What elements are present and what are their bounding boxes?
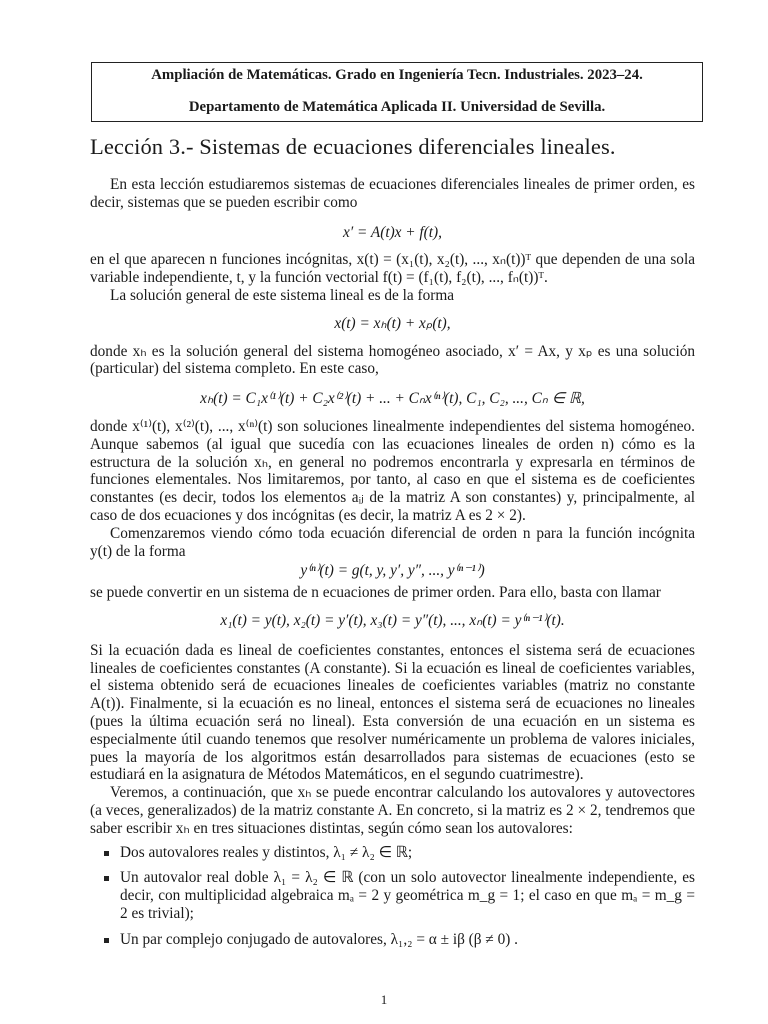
- bullet-icon: [104, 851, 109, 856]
- paragraph-homogeneous: donde xₕ es la solución general del sistema homogéneo asociado, x′ = Ax, y xₚ es una solución (particular) del sistema completo. En este caso,: [90, 342, 695, 378]
- paragraph-unknowns: en el que aparecen n funciones incógnitas, x(t) = (x₁(t), x₂(t), ..., xₙ(t))ᵀ que dependen de una sola variable independiente, t, y la función vectorial f(t) = (f₁(t), f₂(t), ..., fₙ(t))ᵀ.: [90, 251, 695, 287]
- paragraph-general-solution: La solución general de este sistema lineal es de la forma: [110, 286, 455, 304]
- paragraph-intro: En esta lección estudiaremos sistemas de ecuaciones diferenciales lineales de primer orden, es decir, sistemas que se pueden escribir como: [90, 176, 695, 211]
- bullet-icon: [104, 876, 109, 881]
- list-item: [90, 844, 695, 862]
- list-item: [90, 931, 695, 949]
- equation-substitution: x₁(t) = y(t), x₂(t) = y′(t), x₃(t) = y″(t), ..., xₙ(t) = y⁽ⁿ⁻¹⁾(t).: [220, 611, 565, 629]
- equation-system: x′ = A(t)x + f(t),: [343, 223, 442, 241]
- paragraph-independent-solutions: donde x⁽¹⁾(t), x⁽²⁾(t), ..., x⁽ⁿ⁾(t) son soluciones linealmente independientes del sistema homogéneo. Aunque sabemos (al igual que sucedía con las ecuaciones lineales de orden n) cómo es la estructura de la solución xₕ, en general no podremos encontrarla y expresarla en términos de funciones elementales. Nos limitaremos, por tanto, al caso en que el sistema es de coeficientes constantes (es decir, todos los elementos aᵢⱼ de la matriz A son constantes) y, principalmente, al caso de dos ecuaciones y dos incógnitas (es decir, la matriz A es 2 × 2).: [90, 417, 695, 524]
- list-item: [90, 869, 695, 922]
- lesson-body: [90, 176, 695, 956]
- paragraph-convert: se puede convertir en un sistema de n ecuaciones de primer orden. Para ello, basta con llamar: [90, 584, 661, 602]
- equation-order-n: y⁽ⁿ⁾(t) = g(t, y, y′, y″, ..., y⁽ⁿ⁻¹⁾): [300, 562, 485, 580]
- page-number: 1: [380, 992, 388, 1007]
- header-department-line: Departamento de Matemática Aplicada II. Universidad de Sevilla.: [188, 99, 606, 115]
- equation-homogeneous-solution: xₕ(t) = C₁x⁽¹⁾(t) + C₂x⁽²⁾(t) + ... + Cₙx⁽ⁿ⁾(t), C₁, C₂, ..., Cₙ ∈ ℝ,: [200, 390, 585, 408]
- equation-general-solution: x(t) = xₕ(t) + xₚ(t),: [334, 314, 451, 332]
- list-item-text: Un autovalor real doble λ₁ = λ₂ ∈ ℝ (con un solo autovector linealmente independiente, es decir, con multiplicidad algebraica mₐ = 2 y geométrica m_g = 1; el caso en que mₐ = m_g = 2 es trivial);: [120, 869, 695, 922]
- header-box: [91, 62, 703, 122]
- paragraph-eigenvalues: Veremos, a continuación, que xₕ se puede encontrar calculando los autovalores y autovectores (a veces, generalizados) de la matriz constante A. En concreto, si la matriz es 2 × 2, tendremos que saber escribir xₕ en tres situaciones distintas, según cómo sean los autovalores:: [90, 784, 695, 837]
- list-item-text: Un par complejo conjugado de autovalores, λ₁,₂ = α ± iβ (β ≠ 0) .: [120, 930, 518, 948]
- lesson-title: Lección 3.- Sistemas de ecuaciones diferenciales lineales.: [90, 134, 616, 159]
- list-item-text: Dos autovalores reales y distintos, λ₁ ≠ λ₂ ∈ ℝ;: [120, 843, 413, 861]
- header-course-line: Ampliación de Matemáticas. Grado en Ingeniería Tecn. Industriales. 2023–24.: [151, 67, 643, 83]
- bullet-icon: [104, 938, 109, 943]
- paragraph-cases: Si la ecuación dada es lineal de coeficientes constantes, entonces el sistema será de ecuaciones lineales de coeficientes constantes (A constante). Si la ecuación es lineal de coeficientes variables, el sistema obtenido será de ecuaciones lineales de coeficientes variables (matriz no constante A(t)). Finalmente, si la ecuación es no lineal, entonces el sistema será de ecuaciones no lineales (pues la última ecuación será no lineal). Esta conversión de una ecuación en un sistema es especialmente útil cuando tenemos que resolver numéricamente un problema de valores iniciales, pues la mayoría de los algoritmos están desarrollados para sistemas de ecuaciones (esto se estudiará en la asignatura de Métodos Matemáticos, en el segundo cuatrimestre).: [90, 641, 695, 784]
- eigenvalue-cases-list: [90, 844, 695, 949]
- paragraph-order-n: Comenzaremos viendo cómo toda ecuación diferencial de orden n para la función incógnita y(t) de la forma: [90, 524, 695, 560]
